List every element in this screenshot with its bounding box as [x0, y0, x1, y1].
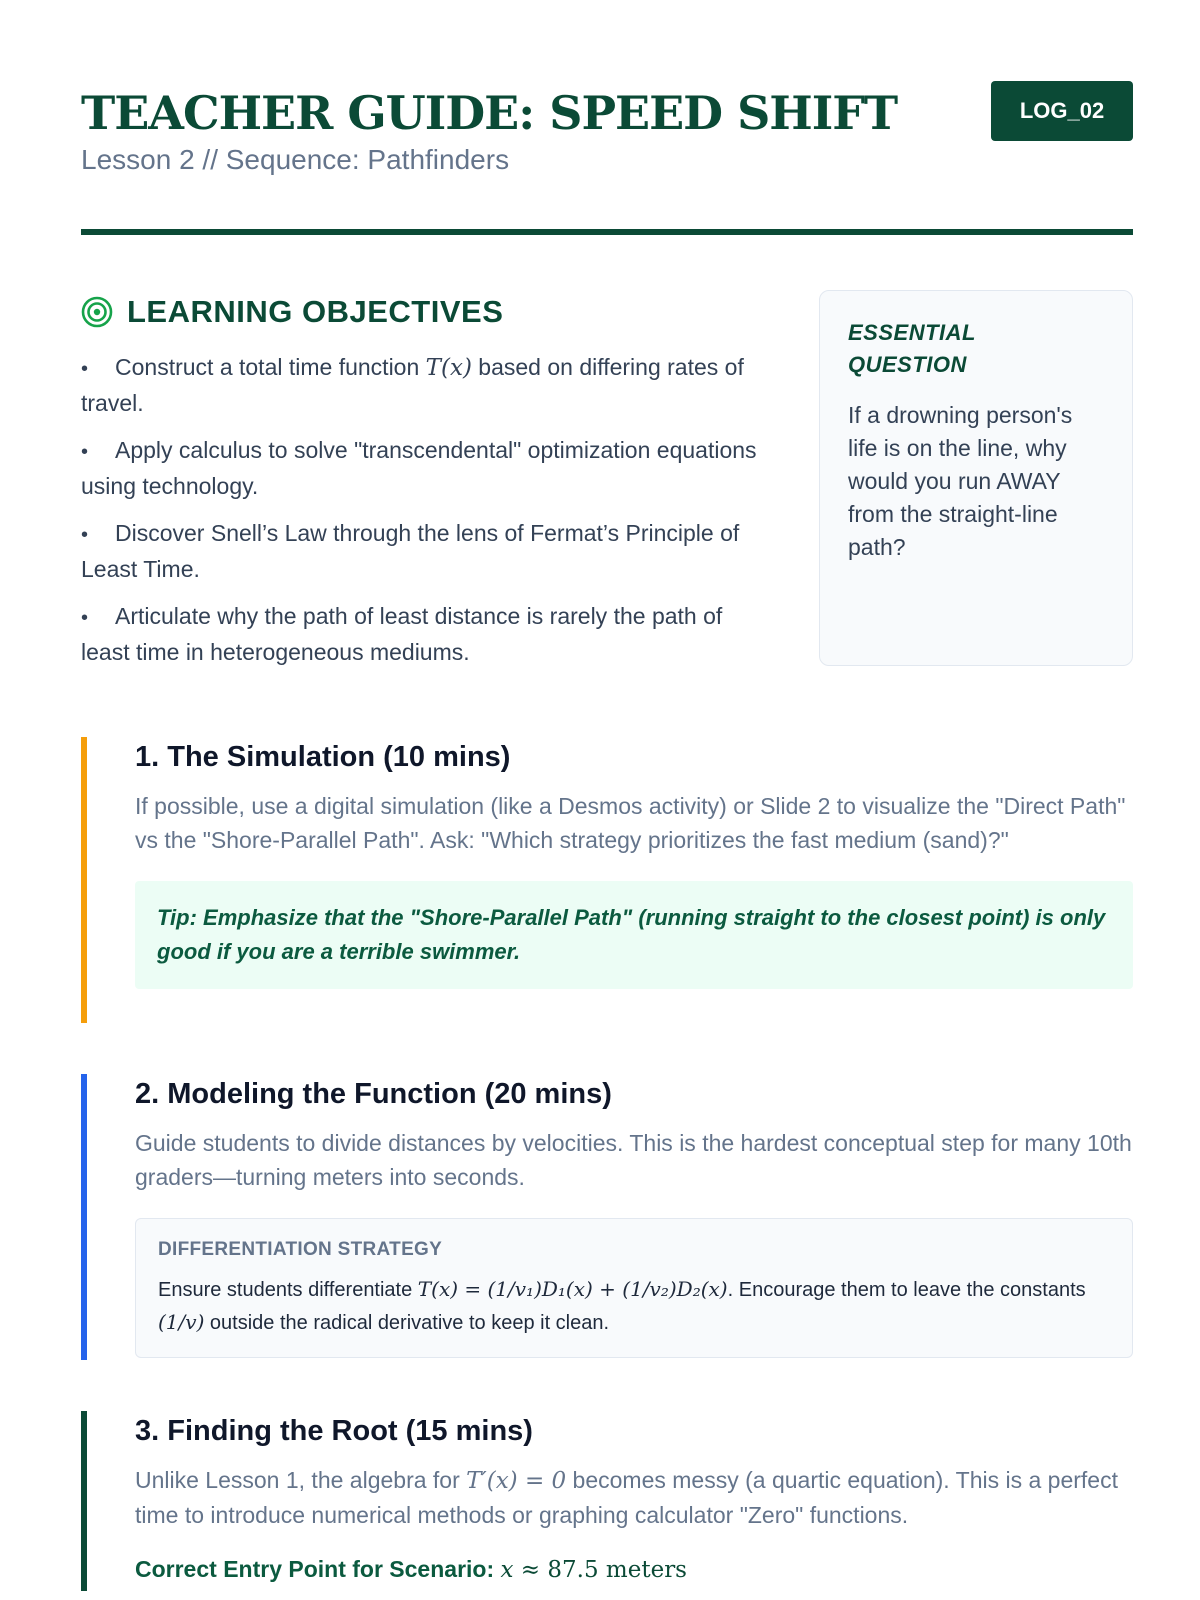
objectives-heading-label: LEARNING OBJECTIVES [127, 294, 504, 329]
list-item [81, 350, 761, 420]
section-body-end: becomes messy (a quartic equation). This is a perfect time to introduce numerical methods or graphing calculator "Zero" functions. [135, 1467, 1118, 1528]
page-header [81, 0, 1133, 232]
strategy-title: DIFFERENTIATION STRATEGY [158, 1239, 443, 1260]
section-heading: 1. The Simulation (10 mins) [135, 741, 511, 773]
strategy-formula: T(x) = (1/v₁)D₁(x) + (1/v₂)D₂(x) [417, 1277, 728, 1301]
learning-objectives [81, 290, 761, 682]
list-item [81, 516, 761, 586]
section-body-start: Unlike Lesson 1, the algebra for [135, 1467, 467, 1493]
strategy-text-end: outside the radical derivative to keep it clean. [204, 1312, 610, 1334]
strategy-formula-constant: (1/v) [158, 1310, 205, 1334]
list-item [81, 599, 761, 669]
strategy-text-mid: . Encourage them to leave the constants [727, 1279, 1086, 1301]
objective-1-text-end: based on differing rates of travel. [81, 354, 744, 416]
page-title: TEACHER GUIDE: SPEED SHIFT [81, 86, 898, 140]
answer-line [135, 1552, 1133, 1587]
strategy-text [158, 1273, 1110, 1339]
teacher-guide-page [81, 0, 1133, 1583]
section-body: Guide students to divide distances by velocities. This is the hardest conceptual step for many 10th graders—turning meters into seconds. [135, 1130, 1132, 1190]
answer-label: Correct Entry Point for Scenario: [135, 1556, 501, 1582]
objective-1-math: T(x) [425, 355, 472, 381]
section-heading: 3. Finding the Root (15 mins) [135, 1415, 533, 1447]
essential-question-title: ESSENTIAL QUESTION [848, 320, 976, 377]
answer-value: ≈ 87.5 meters [513, 1557, 687, 1583]
section-body: If possible, use a digital simulation (like a Desmos activity) or Slide 2 to visualize the "Direct Path" vs the "Shore-Parallel Path". Ask: "Which strategy prioritizes the fast medium (sand)?" [135, 793, 1126, 853]
essential-question-text: If a drowning person's life is on the line, why would you run AWAY from the straight-line path? [848, 402, 1073, 560]
differentiation-strategy-box [135, 1218, 1133, 1358]
objectives-list [81, 350, 761, 669]
strategy-text-start: Ensure students differentiate [158, 1279, 418, 1301]
objective-3-text: Discover Snell’s Law through the lens of Fermat’s Principle of Least Time. [81, 520, 740, 582]
tip-callout: Tip: Emphasize that the "Shore-Parallel Path" (running straight to the closest point) is only good if you are a terrible swimmer. [135, 881, 1133, 989]
bullet-icon: • [81, 441, 89, 463]
derivative-equation: T′(x) = 0 [466, 1468, 567, 1494]
bullet-icon: • [81, 607, 89, 629]
section-modeling [81, 1074, 1133, 1360]
log-badge: LOG_02 [991, 81, 1133, 141]
header-divider [81, 229, 1133, 235]
objective-2-text: Apply calculus to solve "transcendental" optimization equations using technology. [81, 437, 757, 499]
section-finding-root [81, 1411, 1133, 1591]
objective-1-text: Construct a total time function [115, 354, 426, 380]
answer-variable: x [500, 1557, 514, 1583]
bullet-icon: • [81, 524, 89, 546]
bullet-icon: • [81, 358, 89, 380]
objectives-heading [81, 290, 761, 334]
list-item [81, 433, 761, 503]
objectives-row [81, 290, 1133, 670]
page-subtitle: Lesson 2 // Sequence: Pathfinders [81, 144, 510, 175]
section-body [135, 1463, 1133, 1532]
target-icon [81, 296, 113, 328]
section-simulation [81, 737, 1133, 1023]
objective-4-text: Articulate why the path of least distance is rarely the path of least time in heterogeneous mediums. [81, 603, 723, 665]
essential-question-card [819, 290, 1133, 666]
section-heading: 2. Modeling the Function (20 mins) [135, 1078, 612, 1110]
